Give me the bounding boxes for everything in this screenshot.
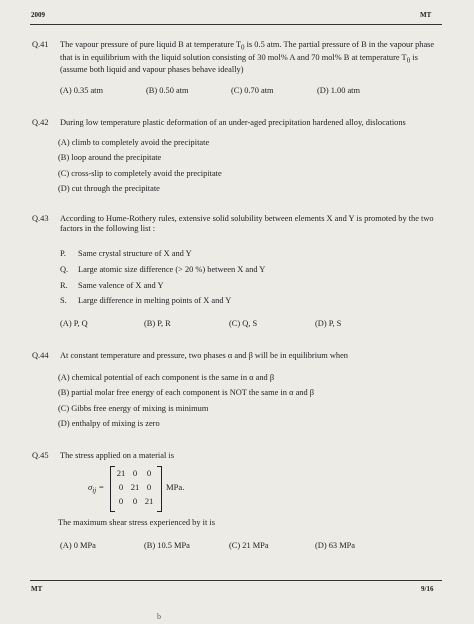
option-d[interactable]: (D) P, S	[315, 319, 342, 328]
matrix-cell: 21	[116, 468, 126, 478]
option-a[interactable]: (A) 0 MPa	[60, 541, 96, 550]
question-44	[32, 351, 436, 361]
question-45	[32, 451, 436, 461]
question-42	[32, 118, 436, 128]
unit-label: MPa.	[166, 482, 185, 492]
footer-code: MT	[31, 585, 43, 593]
matrix-cell: 0	[118, 482, 124, 492]
item-key: S.	[60, 296, 67, 305]
question-number: Q.41	[32, 40, 49, 49]
header-rule	[30, 24, 442, 25]
option-c[interactable]: (C) 0.70 atm	[231, 86, 274, 95]
matrix-cell: 21	[144, 496, 154, 506]
right-bracket	[157, 466, 162, 512]
matrix-cell: 0	[118, 496, 124, 506]
question-text-part: The vapour pressure of pure liquid B at temperature T	[60, 40, 242, 49]
equals-sign: =	[96, 482, 105, 492]
matrix-cell: 0	[146, 468, 152, 478]
option-d[interactable]: (D) cut through the precipitate	[58, 184, 160, 193]
page-number: 9/16	[421, 585, 434, 593]
option-a[interactable]: (A) climb to completely avoid the precipitate	[58, 138, 210, 147]
sigma-letter: σ	[88, 482, 93, 492]
subscript: 0	[406, 56, 411, 65]
option-d[interactable]: (D) 1.00 atm	[317, 86, 361, 95]
item-text: Large atomic size difference (> 20 %) between X and Y	[78, 265, 266, 274]
sigma-subscript: ij	[92, 486, 97, 495]
question-text-part: is 0.5 atm. The partial pressure of B in the vapour phase that is in equilibrium with the liquid solution consisting of 30 mol% A and 70 mol% B at temperature T	[60, 40, 435, 62]
option-c[interactable]: (C) Gibbs free energy of mixing is minimum	[58, 404, 209, 413]
item-key: P.	[60, 249, 66, 258]
option-b[interactable]: (B) loop around the precipitate	[58, 153, 162, 162]
item-key: R.	[60, 281, 68, 290]
question-text: The stress applied on a material is	[60, 451, 174, 460]
question-41	[32, 40, 436, 75]
question-number: Q.44	[32, 351, 49, 360]
option-d[interactable]: (D) enthalpy of mixing is zero	[58, 419, 160, 428]
subscript: 0	[241, 43, 245, 52]
matrix-cell: 21	[130, 482, 140, 492]
question-text	[60, 40, 436, 75]
matrix-cell: 0	[132, 496, 138, 506]
option-a[interactable]: (A) 0.35 atm	[60, 86, 104, 95]
question-text: According to Hume-Rothery rules, extensive solid solubility between elements X and Y is promoted by the two factors in the following list :	[60, 214, 434, 233]
footer-rule	[30, 580, 442, 581]
question-number: Q.43	[32, 214, 49, 223]
option-b[interactable]: (B) 10.5 MPa	[144, 541, 190, 550]
option-c[interactable]: (C) Q, S	[229, 319, 258, 328]
item-text: Same crystal structure of X and Y	[78, 249, 192, 258]
question-number: Q.42	[32, 118, 49, 127]
question-number: Q.45	[32, 451, 49, 460]
matrix-cell: 0	[132, 468, 138, 478]
item-text: Large difference in melting points of X and Y	[78, 296, 232, 305]
question-text-2: The maximum shear stress experienced by it is	[58, 518, 215, 527]
matrix-cell: 0	[146, 482, 152, 492]
option-a[interactable]: (A) P, Q	[60, 319, 88, 328]
option-c[interactable]: (C) cross-slip to completely avoid the precipitate	[58, 169, 222, 178]
option-b[interactable]: (B) 0.50 atm	[146, 86, 189, 95]
header-year: 2009	[31, 11, 45, 19]
item-key: Q.	[60, 265, 69, 274]
item-text: Same valence of X and Y	[78, 281, 164, 290]
question-text: At constant temperature and pressure, two phases α and β will be in equilibrium when	[60, 351, 348, 360]
question-43	[32, 214, 436, 234]
question-text-part: is (assume both liquid and vapour phases behave ideally)	[60, 52, 418, 75]
question-text: During low temperature plastic deformation of an under-aged precipitation hardened alloy, dislocations	[60, 118, 406, 127]
option-d[interactable]: (D) 63 MPa	[315, 541, 356, 550]
header-code: MT	[420, 11, 432, 19]
sigma-symbol	[88, 482, 104, 495]
option-b[interactable]: (B) P, R	[144, 319, 171, 328]
option-b[interactable]: (B) partial molar free energy of each component is NOT the same in α and β	[58, 388, 315, 397]
page-mark: b	[157, 612, 161, 621]
option-a[interactable]: (A) chemical potential of each component is the same in α and β	[58, 373, 275, 382]
option-c[interactable]: (C) 21 MPa	[229, 541, 269, 550]
